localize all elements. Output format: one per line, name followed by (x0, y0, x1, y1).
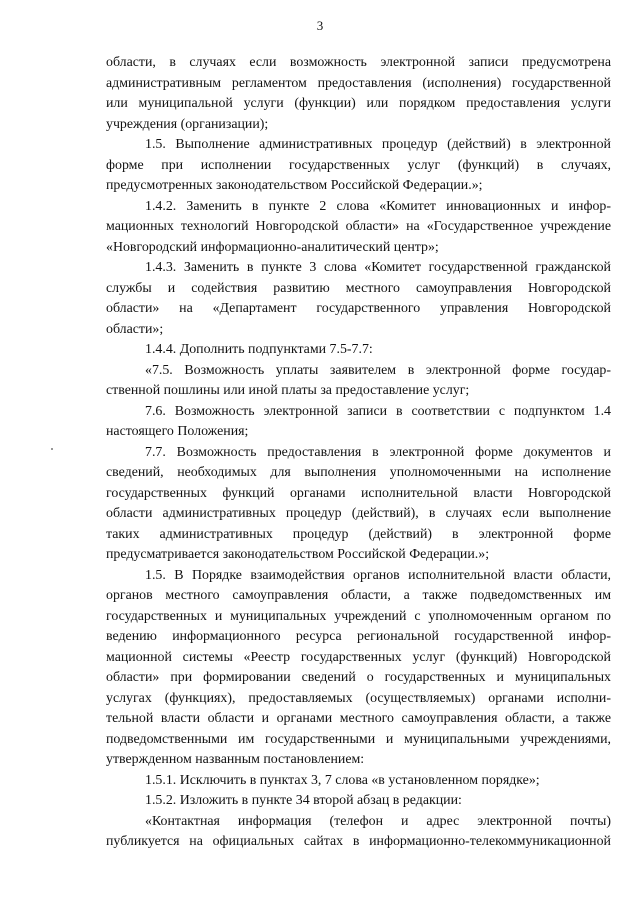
text-line: форме при исполнении государственных услуг (функций) в случаях, (106, 157, 611, 173)
text-line: тельной власти области и органами местного самоуправления области, а также (106, 711, 611, 726)
text-line: учреждения (организации); (106, 116, 269, 132)
text-line: предусматривается законодательством Российской Федерации.»; (106, 547, 490, 562)
text-line: «Контактная информация (телефон и адрес электронной почты) (145, 813, 611, 829)
text-line: 1.5.1. Исключить в пунктах 3, 7 слова «в установленном порядке»; (145, 772, 540, 788)
text-line: предусмотренных законодательством Российской Федерации.»; (106, 178, 483, 193)
text-line: таких административных процедур (действий) в электронной форме (106, 526, 611, 542)
text-line: мационной системы «Реестр государственных услуг (функций) Новгородской (106, 649, 611, 665)
text-line: «7.5. Возможность уплаты заявителем в электронной форме государ- (145, 362, 611, 378)
page-number: 3 (316, 18, 324, 33)
text-line: области административных процедур (действий), в случаях если выполнение (106, 506, 611, 521)
text-line: утвержденном названным постановлением: (106, 752, 365, 767)
text-line: 7.7. Возможность предоставления в электронной форме документов и (145, 444, 611, 460)
text-line: государственных и муниципальных учреждений с уполномоченным органом по (106, 608, 611, 624)
text-line: «Новгородский информационно-аналитический центр»; (106, 239, 439, 255)
text-line: органов местного самоуправления области, а также подведомственных им (106, 588, 611, 603)
text-line: 1.4.2. Заменить в пункте 2 слова «Комитет инновационных и инфор- (145, 198, 611, 214)
text-line: области» при формировании сведений о государственных и муниципальных (106, 670, 611, 685)
text-line: области, в случаях если возможность электронной записи предусмотрена (106, 55, 611, 70)
text-line: 1.5.2. Изложить в пункте 34 второй абзац в редакции: (145, 793, 462, 808)
text-line: или муниципальной услуги (функции) или порядком предоставления услуги (106, 96, 611, 111)
text-line: услугах (функциях), предоставляемых (осуществляемых) органами исполни- (106, 690, 611, 706)
text-line: области» на «Департамент государственного управления Новгородской (106, 301, 611, 316)
text-line: 1.5. В Порядке взаимодействия органов исполнительной власти области, (145, 567, 611, 583)
document-body (106, 53, 611, 853)
text-line: 1.4.3. Заменить в пункте 3 слова «Комитет государственной гражданской (145, 260, 611, 275)
text-line: области»; (106, 321, 164, 337)
text-line: 1.5. Выполнение административных процедур (действий) в электронной (145, 137, 611, 152)
text-line: мационных технологий Новгородской области» на «Государственное учреждение (106, 219, 611, 234)
text-line: службы и содействия развитию местного самоуправления Новгородской (106, 280, 611, 296)
text-line: подведомственными им государственными и муниципальными учреждениями, (106, 731, 611, 747)
text-line: государственных функций органами исполнительной власти Новгородской (106, 485, 611, 501)
text-line: ственной пошлины или иной платы за предоставление услуг; (106, 383, 470, 398)
text-line: сведений, необходимых для выполнения уполномоченными на исполнение (106, 465, 611, 480)
text-line: ведению информационного ресурса региональной государственной инфор- (106, 629, 611, 644)
text-line: 7.6. Возможность электронной записи в соответствии с подпунктом 1.4 (145, 403, 611, 419)
text-line: публикуется на официальных сайтах в информационно-телекоммуникационной (106, 834, 611, 849)
text-line: административным регламентом предоставления (исполнения) государственной (106, 75, 611, 91)
scan-speck (51, 448, 53, 450)
text-line: настоящего Положения; (106, 424, 249, 439)
text-line: 1.4.4. Дополнить подпунктами 7.5-7.7: (145, 342, 373, 357)
